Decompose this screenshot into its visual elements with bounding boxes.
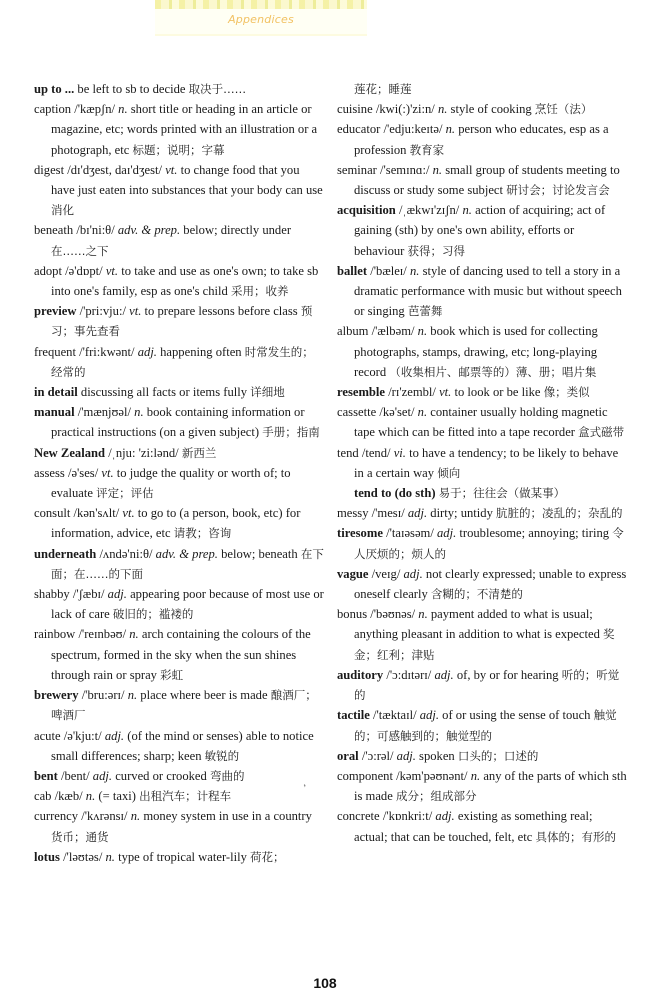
dictionary-entry (34, 726, 324, 766)
chinese-translation: 芭蕾舞 (407, 304, 443, 319)
dictionary-entry (34, 847, 324, 867)
dictionary-entry (34, 160, 324, 221)
part-of-speech: n. (130, 809, 141, 824)
headword: underneath (34, 546, 97, 561)
chinese-translation: 评定；评估 (96, 486, 154, 501)
headword: tiresome (337, 526, 383, 541)
phonetic: /'kɒnkri:t/ (382, 809, 433, 824)
part-of-speech: n. (127, 688, 138, 703)
chinese-translation: 采用；收养 (231, 284, 289, 299)
phonetic: /'kæpʃn/ (74, 102, 115, 117)
headword: acquisition (337, 203, 396, 218)
definition: to go to (a person, book, etc) for information, advice, etc (51, 506, 301, 541)
dictionary-entry (34, 382, 324, 402)
sub-entry (337, 483, 627, 503)
headword: caption (34, 102, 72, 117)
definition: to change food that you have just eaten into substances that your body can use (51, 162, 323, 198)
dictionary-entry (34, 301, 324, 341)
definition: person who educates, esp as a profession (354, 122, 609, 157)
definition: troublesome; annoying; tiring (459, 526, 610, 541)
phonetic: /'ɔ:rəl/ (361, 748, 394, 763)
part-of-speech: n. (118, 102, 128, 117)
chinese-translation: 弯曲的 (209, 768, 245, 783)
part-of-speech: n. (418, 607, 428, 622)
part-of-speech: n. (437, 102, 448, 117)
part-of-speech: adj. (137, 344, 157, 359)
chinese-translation: 触觉的；可感触到的；触觉型的 (354, 708, 617, 743)
headword: brewery (34, 688, 79, 703)
chinese-translation: 荷花； (250, 849, 285, 864)
part-of-speech: vi. (393, 445, 406, 460)
headword: in detail (34, 385, 78, 400)
phonetic: /'kʌrənsɪ/ (81, 809, 128, 824)
phonetic: /ə'dɒpt/ (65, 263, 103, 278)
chinese-translation: 莲花；睡莲 (354, 82, 412, 96)
chinese-translation: 预习；事先查看 (51, 304, 313, 339)
definition: happening often (160, 344, 242, 359)
chinese-translation: 听的；听觉的 (354, 667, 620, 703)
dictionary-entry (34, 503, 324, 543)
definition: container usually holding magnetic tape which can be fitted into a tape recorder (354, 405, 608, 440)
chinese-translation: 含糊的；不清楚的 (430, 587, 523, 602)
phonetic: /kæb/ (54, 789, 83, 804)
definition: below; directly under (183, 223, 292, 238)
phonetic: /'ləʊtəs/ (63, 849, 103, 864)
chinese-translation: 消化 (51, 203, 74, 218)
chinese-translation: 新西兰 (181, 445, 217, 460)
headword: component (337, 768, 393, 783)
headword: currency (34, 809, 79, 824)
chinese-translation: 获得；习得 (407, 243, 466, 258)
part-of-speech: n. (462, 203, 472, 218)
headword: messy (337, 506, 369, 521)
dictionary-entry (337, 119, 627, 159)
part-of-speech: adv. & prep. (117, 223, 181, 238)
definition: book containing information or practical instructions (on a given subject) (51, 405, 305, 440)
headword: educator (337, 122, 381, 137)
dictionary-entry (34, 443, 324, 463)
phonetic: /bent/ (60, 768, 90, 783)
dictionary-entry (34, 220, 324, 260)
chinese-translation: 具体的；有形的 (535, 829, 616, 844)
chinese-translation: 标题；说明；字幕 (132, 142, 225, 157)
headword: cuisine (337, 102, 373, 117)
chinese-translation: 请教；咨询 (173, 526, 232, 541)
phonetic: /'mesɪ/ (371, 506, 405, 521)
part-of-speech: n. (85, 789, 96, 804)
chinese-translation: 破旧的；褴褛的 (112, 607, 194, 622)
dictionary-entry (34, 786, 324, 806)
part-of-speech: vt. (122, 506, 135, 521)
phonetic: /'tæktaɪl/ (373, 708, 417, 723)
definition: below; beneath (221, 546, 298, 561)
definition: short title or heading in an article or magazine, etc; words printed with an illustration or a photograph, etc (51, 102, 318, 157)
phonetic: /ˌnju: 'zi:lənd/ (108, 445, 179, 460)
part-of-speech: adj. (403, 566, 423, 581)
stray-mark: ʼ (302, 782, 310, 795)
dictionary-entry (337, 806, 627, 846)
dictionary-entry (337, 200, 627, 261)
dictionary-entry (34, 463, 324, 503)
phonetic: /kəm'pəʊnənt/ (396, 768, 468, 783)
part-of-speech: vt. (165, 162, 178, 177)
dictionary-entry (34, 685, 324, 725)
chinese-translation: 手册；指南 (262, 425, 320, 440)
definition: existing as something real; actual; that can be touched, felt, etc (354, 809, 593, 844)
dictionary-entry (34, 342, 324, 382)
chinese-translation: 倾向 (437, 465, 461, 480)
phonetic: /ə'ses/ (67, 465, 99, 480)
dictionary-entry (337, 99, 627, 119)
chinese-translation: 令人厌烦的；烦人的 (354, 526, 624, 561)
definition: to prepare lessons before class (144, 304, 298, 319)
phonetic: /'fri:kwənt/ (79, 344, 135, 359)
phonetic: /'bæleɪ/ (370, 263, 407, 278)
dictionary-entry (337, 160, 627, 200)
headword: New Zealand (34, 445, 106, 460)
chinese-translation: 口头的；口述的 (457, 748, 539, 763)
part-of-speech: n. (105, 849, 115, 864)
chinese-translation: 在下面；在……的下面 (51, 546, 324, 581)
headword: adopt (34, 263, 62, 278)
headword: album (337, 324, 369, 339)
chinese-translation: 盒式磁带 (578, 425, 625, 440)
headword: tactile (337, 708, 370, 723)
chinese-translation: 像；类似 (543, 385, 590, 400)
definition: small group of students meeting to discuss or study some subject (354, 162, 620, 198)
definition: (of the mind or senses) able to notice small differences; sharp; keen (51, 728, 314, 763)
headword: seminar (337, 162, 377, 177)
phonetic: /'ælbəm/ (371, 324, 415, 339)
chinese-translation: 教育家 (409, 142, 445, 157)
definition: not clearly expressed; unable to express oneself clearly (354, 566, 627, 602)
dictionary-entry (337, 382, 627, 402)
definition: of or using the sense of touch (442, 708, 591, 723)
part-of-speech: n. (432, 162, 443, 177)
dictionary-entry (34, 402, 324, 442)
definition: money system in use in a country (143, 809, 312, 824)
dictionary-entry (337, 746, 627, 766)
headword: bent (34, 768, 58, 783)
phonetic: /'bru:ərɪ/ (81, 688, 125, 703)
definition: dirty; untidy (430, 506, 493, 521)
part-of-speech: n. (129, 627, 139, 642)
dictionary-entry (34, 99, 324, 160)
dictionary-entry (337, 665, 627, 705)
dictionary-entry (337, 503, 627, 523)
chinese-translation: 成分；组成部分 (395, 789, 477, 804)
phonetic: /tend/ (361, 445, 391, 460)
phonetic: /ˌækwɪ'zɪʃn/ (398, 203, 460, 218)
phonetic: /dɪ'dʒest, daɪ'dʒest/ (67, 162, 163, 177)
left-column (34, 79, 324, 867)
section-title: Appendices (228, 13, 294, 26)
part-of-speech: adj. (396, 748, 416, 763)
dictionary-entry (337, 523, 627, 563)
chinese-translation: 彩虹 (160, 667, 184, 682)
chinese-translation: 肮脏的；凌乱的；杂乱的 (496, 506, 623, 521)
definition: place where beer is made (140, 688, 268, 703)
definition: of, by or for hearing (456, 667, 559, 682)
part-of-speech: n. (409, 263, 420, 278)
phonetic: /'edju:keɪtə/ (383, 122, 443, 137)
part-of-speech: vt. (101, 465, 114, 480)
phonetic: /ʌndə'ni:θ/ (99, 546, 153, 561)
definition: payment added to what is usual; anything pleasant in addition to what is expected (354, 607, 600, 642)
definition: discussing all facts or items fully (80, 385, 248, 400)
definition: (= taxi) (98, 789, 136, 804)
part-of-speech: adj. (104, 728, 125, 743)
headword: beneath (34, 223, 74, 238)
headword: bonus (337, 607, 368, 622)
headword: consult (34, 506, 71, 521)
definition: type of tropical water-lily (118, 849, 247, 864)
definition: to judge the quality or worth of; to evaluate (51, 465, 291, 501)
dictionary-entry (337, 443, 627, 483)
part-of-speech: n. (417, 405, 428, 420)
chinese-translation: 酿酒厂；啤酒厂 (51, 688, 317, 723)
headword: rainbow (34, 627, 76, 642)
dictionary-entry (34, 79, 324, 99)
chinese-translation: 详细地 (250, 385, 285, 400)
definition: spoken (419, 748, 455, 763)
phonetic: /veɪg/ (371, 566, 401, 581)
phonetic: /'semɪnɑ:/ (380, 162, 430, 177)
part-of-speech: adj. (107, 587, 127, 602)
chinese-translation: 烹饪（法） (534, 102, 593, 117)
chinese-translation: 易于；往往会（做某事） (438, 486, 566, 501)
headword: auditory (337, 667, 384, 682)
definition: to take and use as one's own; to take sb into one's family, esp as one's child (51, 263, 319, 299)
definition: be left to sb to decide (77, 82, 186, 96)
headword: cab (34, 789, 52, 804)
definition: book which is used for collecting photographs, stamps, drawing, etc; long-playing record (354, 324, 598, 379)
part-of-speech: n. (445, 122, 456, 137)
phonetic: /'taɪəsəm/ (386, 526, 434, 541)
part-of-speech: adj. (407, 506, 428, 521)
headword: ballet (337, 263, 368, 278)
chinese-translation: 取决于…… (188, 82, 247, 96)
headword: acute (34, 728, 61, 743)
dictionary-entry (337, 604, 627, 665)
dictionary-entry (34, 624, 324, 685)
headword: concrete (337, 809, 380, 824)
dictionary-entry (34, 584, 324, 624)
dictionary-entry (337, 402, 627, 442)
definition: action of acquiring; act of gaining (sth) by one's own ability, efforts or behaviour (354, 203, 606, 258)
headword: digest (34, 162, 65, 177)
chinese-translation: 研讨会；讨论发言会 (506, 183, 610, 198)
definition: to look or be like (454, 385, 541, 400)
chinese-translation: 时常发生的；经常的 (51, 344, 314, 379)
chinese-translation: 在……之下 (51, 243, 109, 258)
headword: assess (34, 465, 65, 480)
phonetic: /bɪ'ni:θ/ (76, 223, 115, 238)
phonetic: /'ɔ:dɪtərɪ/ (386, 667, 432, 682)
headword: cassette (337, 405, 377, 420)
part-of-speech: adv. & prep. (155, 546, 218, 561)
definition: arch containing the colours of the spectrum, formed in the sky when the sun shines through rain or spray (51, 627, 311, 682)
dictionary-entry (34, 261, 324, 301)
dictionary-entry (34, 766, 324, 786)
part-of-speech: vt. (129, 304, 142, 319)
dictionary-entry (337, 261, 627, 322)
definition: style of dancing used to tell a story in a dramatic performance with music but without speech or singing (354, 263, 622, 319)
headword: tend (337, 445, 359, 460)
part-of-speech: vt. (105, 263, 119, 278)
headword: preview (34, 304, 77, 319)
headword: manual (34, 405, 75, 420)
phonetic: /'mænjʊəl/ (77, 405, 132, 420)
part-of-speech: adj. (92, 768, 113, 783)
headword: frequent (34, 344, 76, 359)
chinese-translation: 奖金；红利；津贴 (354, 627, 615, 662)
definition: style of cooking (450, 102, 532, 117)
page-number: 108 (313, 975, 337, 991)
phonetic: /'ʃæbɪ/ (72, 587, 105, 602)
phonetic: /'pri:vju:/ (79, 304, 126, 319)
dictionary-entry (337, 564, 627, 604)
part-of-speech: n. (417, 324, 428, 339)
chinese-translation: 出租汽车；计程车 (139, 789, 232, 804)
phonetic: /kwi(:)'zi:n/ (375, 102, 435, 117)
entry-continuation (337, 79, 627, 99)
part-of-speech: n. (134, 405, 144, 420)
headword: vague (337, 566, 369, 581)
part-of-speech: adj. (435, 809, 455, 824)
part-of-speech: n. (470, 768, 481, 783)
phonetic: /rɪ'zembl/ (388, 385, 436, 400)
headword: up to ... (34, 82, 75, 96)
definition: to have a tendency; to be likely to behave in a certain way (354, 445, 619, 480)
headword: lotus (34, 849, 60, 864)
definition: appearing poor because of most use or lack of care (51, 587, 324, 622)
section-header-banner (155, 0, 367, 36)
headword: tend to (do sth) (354, 486, 436, 501)
dictionary-entry (34, 544, 324, 584)
headword: shabby (34, 587, 70, 602)
part-of-speech: vt. (439, 385, 452, 400)
chinese-translation: 货币；通货 (51, 829, 109, 844)
part-of-speech: adj. (436, 526, 457, 541)
right-column (337, 79, 627, 847)
part-of-speech: adj. (434, 667, 454, 682)
phonetic: /ə'kju:t/ (63, 728, 102, 743)
dictionary-entry (34, 806, 324, 846)
part-of-speech: adj. (419, 708, 439, 723)
headword: resemble (337, 385, 386, 400)
phonetic: /'bəʊnəs/ (370, 607, 416, 622)
chinese-translation: 敏锐的 (204, 748, 240, 763)
phonetic: /kə'set/ (379, 405, 415, 420)
headword: oral (337, 748, 359, 763)
definition: any of the parts of which sth is made (354, 768, 627, 804)
definition: curved or crooked (115, 768, 207, 783)
phonetic: /kən'sʌlt/ (73, 506, 120, 521)
dictionary-entry (337, 705, 627, 745)
dictionary-entry (337, 766, 627, 806)
chinese-translation: （收集相片、邮票等的）薄、册；唱片集 (389, 364, 597, 379)
dictionary-entry (337, 321, 627, 382)
phonetic: /'reɪnbəʊ/ (78, 627, 127, 642)
